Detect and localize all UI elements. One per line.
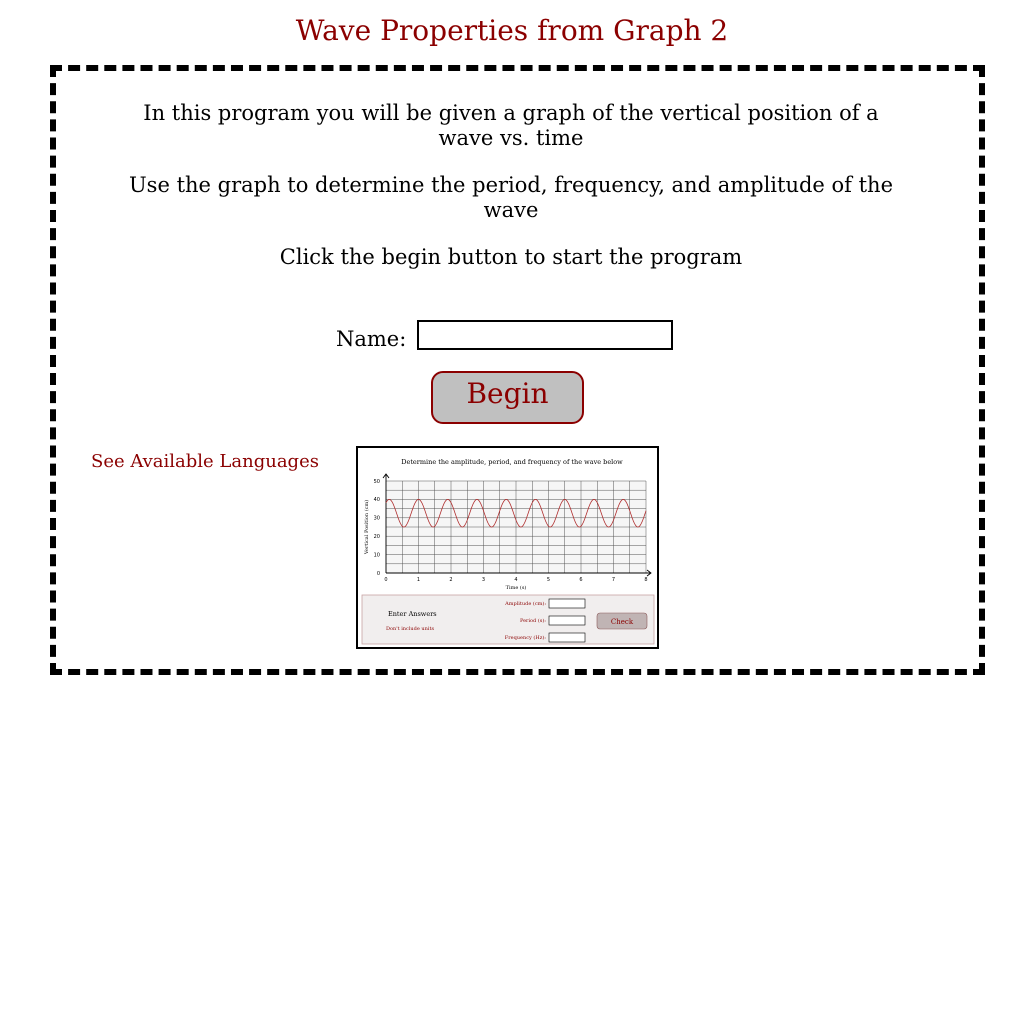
preview-amplitude-label: Amplitude (cm): [505,601,546,607]
name-label: Name: [336,327,407,351]
program-preview-image [356,446,659,649]
main-panel [50,65,985,675]
preview-period-field [549,616,585,625]
preview-x-tick-label: 6 [579,577,583,583]
preview-frequency-field [549,633,585,642]
preview-period-label: Period (s): [519,618,546,624]
intro-text-graph: In this program you will be given a graph of the vertical position of a wave vs. time [143,101,879,150]
preview-amplitude-field [549,599,585,608]
preview-frequency-label: Frequency (Hz): [504,635,546,641]
preview-y-tick-label: 0 [376,570,380,577]
preview-x-tick-label: 1 [416,577,421,583]
preview-y-axis-label: Vertical Position (cm) [364,499,370,555]
see-available-languages-link[interactable]: See Available Languages [91,451,319,472]
intro-text-begin: Click the begin button to start the program [279,245,743,269]
name-input[interactable] [417,320,673,350]
preview-y-tick-label: 10 [373,552,380,559]
preview-y-tick-label: 50 [373,478,380,485]
intro-text-task: Use the graph to determine the period, frequency, and amplitude of the wave [128,173,894,222]
preview-x-tick-label: 3 [481,577,486,583]
preview-dont-include-units: Don't include units [386,626,435,632]
page-title: Wave Properties from Graph 2 [295,14,729,47]
preview-x-tick-label: 0 [384,577,388,583]
preview-x-tick-label: 8 [644,577,648,583]
preview-heading: Determine the amplitude, period, and frequency of the wave below [401,458,623,466]
preview-enter-answers: Enter Answers [388,610,437,618]
preview-y-tick-label: 40 [373,497,380,504]
preview-x-tick-label: 4 [514,577,518,583]
preview-y-tick-label: 30 [373,515,380,522]
preview-check-label: Check [610,618,634,626]
preview-x-tick-label: 7 [611,577,616,583]
begin-button[interactable]: Begin [431,371,584,424]
preview-x-tick-label: 2 [449,577,453,583]
preview-x-axis-label: Time (s) [505,585,527,591]
preview-y-tick-label: 20 [373,534,380,540]
preview-x-tick-label: 5 [546,577,551,583]
